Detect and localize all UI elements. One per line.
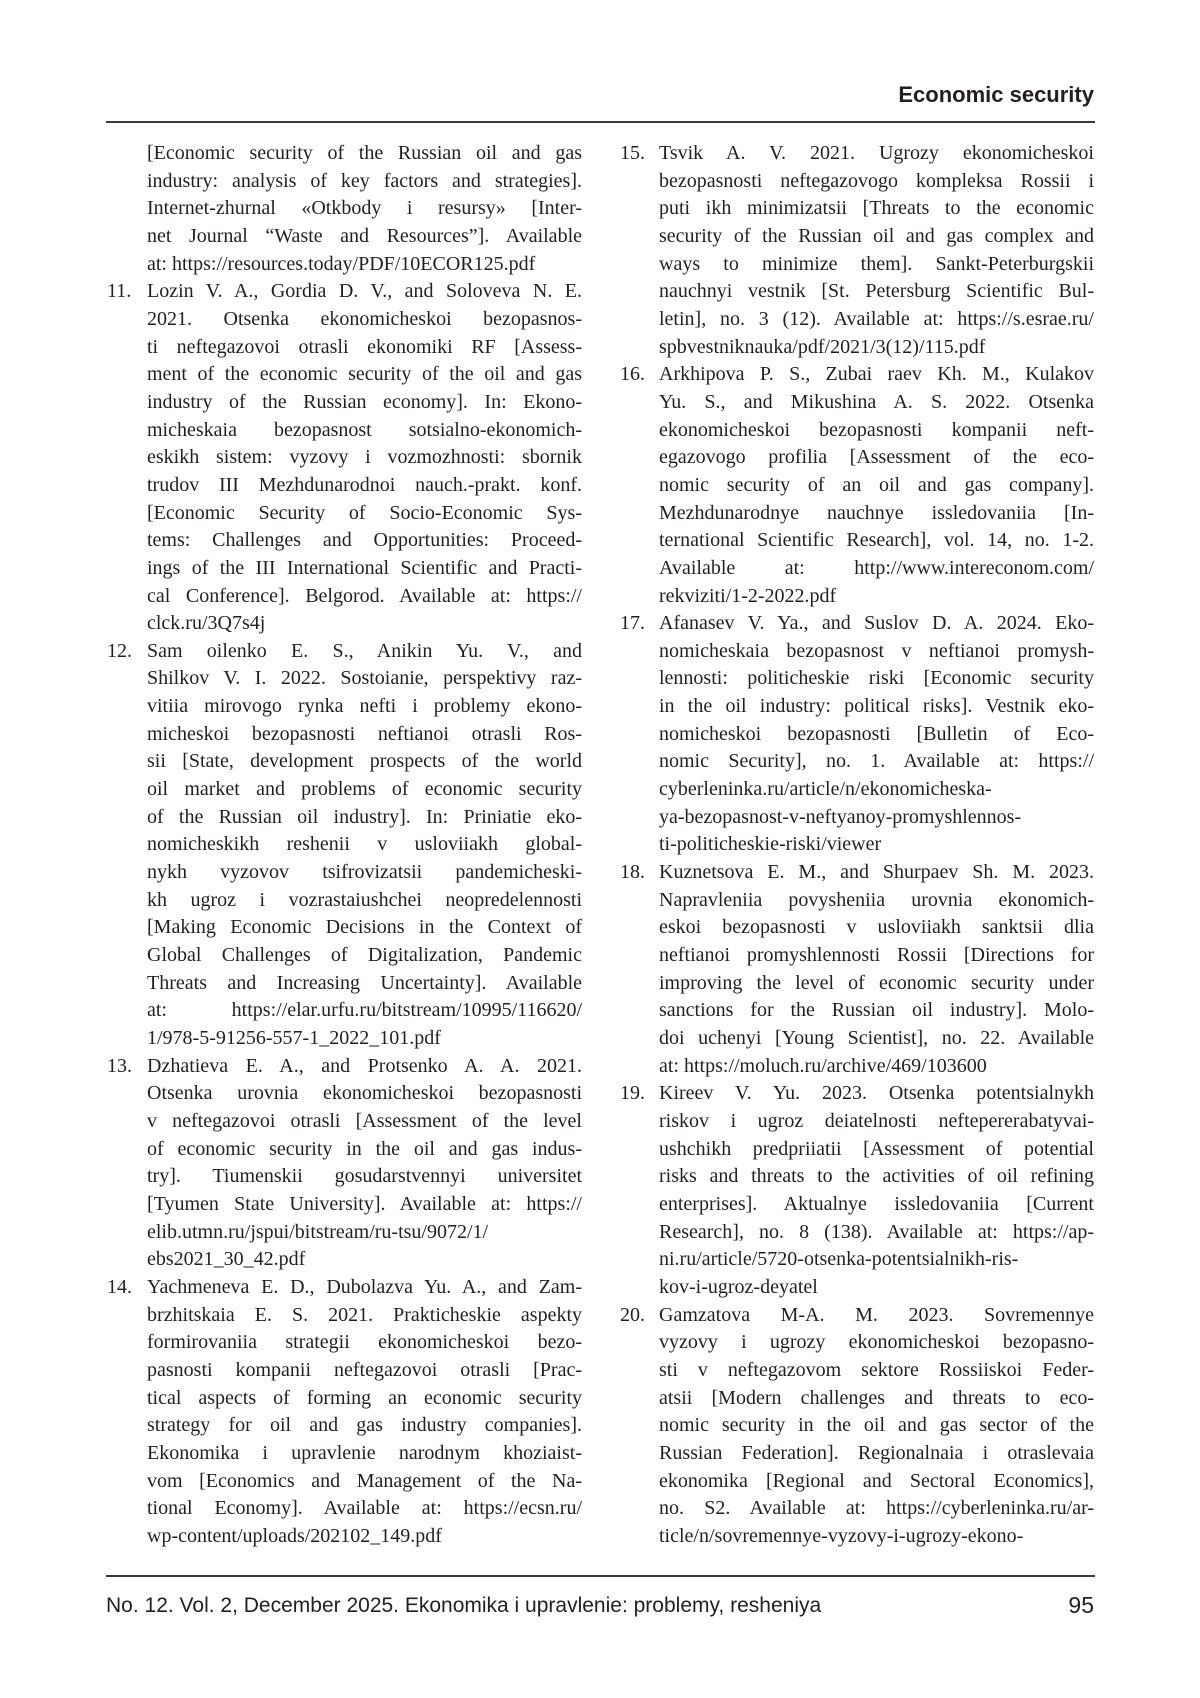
reference-text-line: Research], no. 8 (138). Available at: https://ap- (659, 1219, 1094, 1247)
reference-text-line: tional Economy]. Available at: https://ecsn.ru/ (147, 1495, 582, 1523)
reference-number: 15. (620, 140, 645, 168)
reference-text-line: clck.ru/3Q7s4j (147, 610, 582, 638)
reference-text-line: vitiia mirovogo rynka nefti i problemy ekono- (147, 693, 582, 721)
reference-text-line: 2021. Otsenka ekonomicheskoi bezopasnos- (147, 306, 582, 334)
reference-text-line: 1/978-5-91256-557-1_2022_101.pdf (147, 1025, 582, 1053)
reference-text-line: elib.utmn.ru/jspui/bitstream/ru-tsu/9072/1/ (147, 1219, 582, 1247)
reference-text-line: kov-i-ugroz-deyatel (659, 1274, 1094, 1302)
references-column-left (107, 140, 582, 1550)
reference-text-line: micheskaia bezopasnost sotsialno-ekonomich- (147, 417, 582, 445)
reference-number: 20. (620, 1302, 645, 1330)
reference-text-line: riskov i ugroz deiatelnosti neftepererabatyvai- (659, 1108, 1094, 1136)
reference-text-line: ti-politicheskie-riski/viewer (659, 831, 1094, 859)
reference-text-line: Yu. S., and Mikushina A. S. 2022. Otsenka (659, 389, 1094, 417)
reference-text-line: Sam oilenko E. S., Anikin Yu. V., and (147, 638, 582, 666)
reference-text-line: kh ugroz i vozrastaiushchei neopredelennosti (147, 887, 582, 915)
page-number: 95 (1068, 1592, 1094, 1619)
reference-number: 18. (620, 859, 645, 887)
reference-text-line: micheskoi bezopasnosti neftianoi otrasli Ros- (147, 721, 582, 749)
reference-text-line: Afanasev V. Ya., and Suslov D. A. 2024. Eko- (659, 610, 1094, 638)
reference-text-line: cal Conference]. Belgorod. Available at: https:// (147, 583, 582, 611)
reference-number: 12. (107, 638, 132, 666)
reference-text-line: nomic security of an oil and gas company]. (659, 472, 1094, 500)
reference-text-line: Available at: http://www.intereconom.com/ (659, 555, 1094, 583)
reference-text-line: nomicheskoi bezopasnosti [Bulletin of Eco- (659, 721, 1094, 749)
reference-entry (107, 278, 582, 638)
reference-text-line: doi uchenyi [Young Scientist], no. 22. Available (659, 1025, 1094, 1053)
reference-text-line: of the Russian oil industry]. In: Priniatie eko- (147, 804, 582, 832)
reference-text-line: nomicheskaia bezopasnost v neftianoi promysh- (659, 638, 1094, 666)
reference-text-line: sii [State, development prospects of the world (147, 748, 582, 776)
reference-text-line: Mezhdunarodnye nauchnye issledovaniia [In- (659, 500, 1094, 528)
reference-text-line: Global Challenges of Digitalization, Pandemic (147, 942, 582, 970)
reference-text-line: Otsenka urovnia ekonomicheskoi bezopasnosti (147, 1080, 582, 1108)
reference-text-line: nomic Security], no. 1. Available at: https:// (659, 748, 1094, 776)
reference-text-line: no. S2. Available at: https://cyberleninka.ru/ar- (659, 1495, 1094, 1523)
reference-text-line: oil market and problems of economic security (147, 776, 582, 804)
reference-number: 19. (620, 1080, 645, 1108)
reference-text-line: Russian Federation]. Regionalnaia i otraslevaia (659, 1440, 1094, 1468)
reference-text-line: puti ikh minimizatsii [Threats to the economic (659, 195, 1094, 223)
reference-text-line: trudov III Mezhdunarodnoi nauch.-prakt. konf. (147, 472, 582, 500)
reference-text-line: at: https://resources.today/PDF/10ECOR125.pdf (147, 251, 582, 279)
reference-text-line: nykh vyzovov tsifrovizatsii pandemicheski- (147, 859, 582, 887)
reference-text-line: try]. Tiumenskii gosudarstvennyi universitet (147, 1163, 582, 1191)
reference-text-line: ushchikh predpriiatii [Assessment of potential (659, 1136, 1094, 1164)
reference-text-line: ings of the III International Scientific and Practi- (147, 555, 582, 583)
reference-text-line: lennosti: politicheskie riski [Economic security (659, 665, 1094, 693)
reference-number: 16. (620, 361, 645, 389)
reference-text-line: ment of the economic security of the oil and gas (147, 361, 582, 389)
reference-text-line: Tsvik A. V. 2021. Ugrozy ekonomicheskoi (659, 140, 1094, 168)
reference-entry (620, 361, 1094, 610)
reference-number: 14. (107, 1274, 132, 1302)
reference-text-line: enterprises]. Aktualnye issledovaniia [Current (659, 1191, 1094, 1219)
reference-text-line: Threats and Increasing Uncertainty]. Available (147, 970, 582, 998)
reference-text-line: Yachmeneva E. D., Dubolazva Yu. A., and Zam- (147, 1274, 582, 1302)
reference-entry (620, 140, 1094, 361)
reference-text-line: rekviziti/1-2-2022.pdf (659, 583, 1094, 611)
reference-text-line: wp-content/uploads/202102_149.pdf (147, 1523, 582, 1551)
reference-text-line: Kuznetsova E. M., and Shurpaev Sh. M. 2023. (659, 859, 1094, 887)
reference-text-line: bezopasnosti neftegazovogo kompleksa Rossii i (659, 168, 1094, 196)
reference-text-line: at: https://elar.urfu.ru/bitstream/10995/116620/ (147, 997, 582, 1025)
reference-text-line: eskoi bezopasnosti v usloviiakh sanktsii dlia (659, 914, 1094, 942)
reference-text-line: ternational Scientific Research], vol. 14, no. 1-2. (659, 527, 1094, 555)
reference-number: 13. (107, 1053, 132, 1081)
references-column-right (620, 140, 1094, 1550)
reference-text-line: vom [Economics and Management of the Na- (147, 1468, 582, 1496)
reference-text-line: at: https://moluch.ru/archive/469/103600 (659, 1053, 1094, 1081)
reference-text-line: Ekonomika i upravlenie narodnym khoziaist- (147, 1440, 582, 1468)
footer-divider (106, 1575, 1095, 1577)
reference-text-line: ni.ru/article/5720-otsenka-potentsialnikh-ris- (659, 1246, 1094, 1274)
reference-text-line: Shilkov V. I. 2022. Sostoianie, perspektivy raz- (147, 665, 582, 693)
reference-text-line: vyzovy i ugrozy ekonomicheskoi bezopasno- (659, 1329, 1094, 1357)
reference-text-line: [Economic Security of Socio-Economic Sys- (147, 500, 582, 528)
reference-text-line: improving the level of economic security under (659, 970, 1094, 998)
reference-text-line: Internet-zhurnal «Otkbody i resursy» [Inter- (147, 195, 582, 223)
header-divider (106, 121, 1095, 123)
reference-text-line: risks and threats to the activities of oil refining (659, 1163, 1094, 1191)
reference-text-line: Dzhatieva E. A., and Protsenko A. A. 2021. (147, 1053, 582, 1081)
reference-text-line: letin], no. 3 (12). Available at: https://s.esrae.ru/ (659, 306, 1094, 334)
reference-text-line: of economic security in the oil and gas indus- (147, 1136, 582, 1164)
reference-text-line: atsii [Modern challenges and threats to eco- (659, 1385, 1094, 1413)
reference-text-line: industry: analysis of key factors and strategies]. (147, 168, 582, 196)
reference-text-line: Gamzatova M-A. M. 2023. Sovremennye (659, 1302, 1094, 1330)
reference-entry (620, 610, 1094, 859)
reference-text-line: nomicheskikh reshenii v usloviiakh global- (147, 831, 582, 859)
reference-text-line: spbvestniknauka/pdf/2021/3(12)/115.pdf (659, 334, 1094, 362)
reference-text-line: ticle/n/sovremennye-vyzovy-i-ugrozy-ekono- (659, 1523, 1094, 1551)
reference-text-line: [Economic security of the Russian oil and gas (147, 140, 582, 168)
reference-text-line: egazovogo profilia [Assessment of the eco- (659, 444, 1094, 472)
reference-text-line: nomic security in the oil and gas sector of the (659, 1412, 1094, 1440)
reference-text-line: eskikh sistem: vyzovy i vozmozhnosti: sbornik (147, 444, 582, 472)
reference-text-line: strategy for oil and gas industry companies]. (147, 1412, 582, 1440)
reference-text-line: ya-bezopasnost-v-neftyanoy-promyshlennos- (659, 804, 1094, 832)
reference-text-line: [Tyumen State University]. Available at: https:// (147, 1191, 582, 1219)
reference-number: 11. (107, 278, 131, 306)
reference-text-line: sanctions for the Russian oil industry]. Molo- (659, 997, 1094, 1025)
reference-text-line: [Making Economic Decisions in the Context of (147, 914, 582, 942)
reference-text-line: net Journal “Waste and Resources”]. Available (147, 223, 582, 251)
reference-text-line: nauchnyi vestnik [St. Petersburg Scientific Bul- (659, 278, 1094, 306)
reference-entry (107, 638, 582, 1053)
reference-text-line: Kireev V. Yu. 2023. Otsenka potentsialnykh (659, 1080, 1094, 1108)
reference-text-line: Arkhipova P. S., Zubai raev Kh. M., Kulakov (659, 361, 1094, 389)
reference-entry (620, 859, 1094, 1080)
reference-text-line: industry of the Russian economy]. In: Ekono- (147, 389, 582, 417)
reference-text-line: Napravleniia povysheniia urovnia ekonomich- (659, 887, 1094, 915)
reference-text-line: ebs2021_30_42.pdf (147, 1246, 582, 1274)
reference-text-line: tems: Challenges and Opportunities: Proceed- (147, 527, 582, 555)
reference-text-line: security of the Russian oil and gas complex and (659, 223, 1094, 251)
reference-entry (620, 1080, 1094, 1301)
footer-journal-info: No. 12. Vol. 2, December 2025. Ekonomika i upravlenie: problemy, resheniya (106, 1594, 821, 1618)
reference-text-line: formirovaniia strategii ekonomicheskoi bezo- (147, 1329, 582, 1357)
reference-text-line: ekonomicheskoi bezopasnosti kompanii neft- (659, 417, 1094, 445)
reference-entry (107, 140, 582, 278)
reference-text-line: sti v neftegazovom sektore Rossiiskoi Feder- (659, 1357, 1094, 1385)
reference-text-line: tical aspects of forming an economic security (147, 1385, 582, 1413)
reference-entry (620, 1302, 1094, 1551)
reference-entry (107, 1274, 582, 1551)
reference-text-line: in the oil industry: political risks]. Vestnik eko- (659, 693, 1094, 721)
reference-text-line: v neftegazovoi otrasli [Assessment of the level (147, 1108, 582, 1136)
reference-text-line: brzhitskaia E. S. 2021. Prakticheskie aspekty (147, 1302, 582, 1330)
reference-number: 17. (620, 610, 645, 638)
reference-text-line: ways to minimize them]. Sankt-Peterburgskii (659, 251, 1094, 279)
reference-text-line: pasnosti kompanii neftegazovoi otrasli [Prac- (147, 1357, 582, 1385)
reference-text-line: ti neftegazovoi otrasli ekonomiki RF [Assess- (147, 334, 582, 362)
reference-text-line: ekonomika [Regional and Sectoral Economics], (659, 1468, 1094, 1496)
reference-text-line: neftianoi promyshlennosti Rossii [Directions for (659, 942, 1094, 970)
running-head-section-title: Economic security (898, 82, 1094, 108)
reference-text-line: Lozin V. A., Gordia D. V., and Soloveva N. E. (147, 278, 582, 306)
reference-entry (107, 1053, 582, 1274)
reference-text-line: cyberleninka.ru/article/n/ekonomicheska- (659, 776, 1094, 804)
